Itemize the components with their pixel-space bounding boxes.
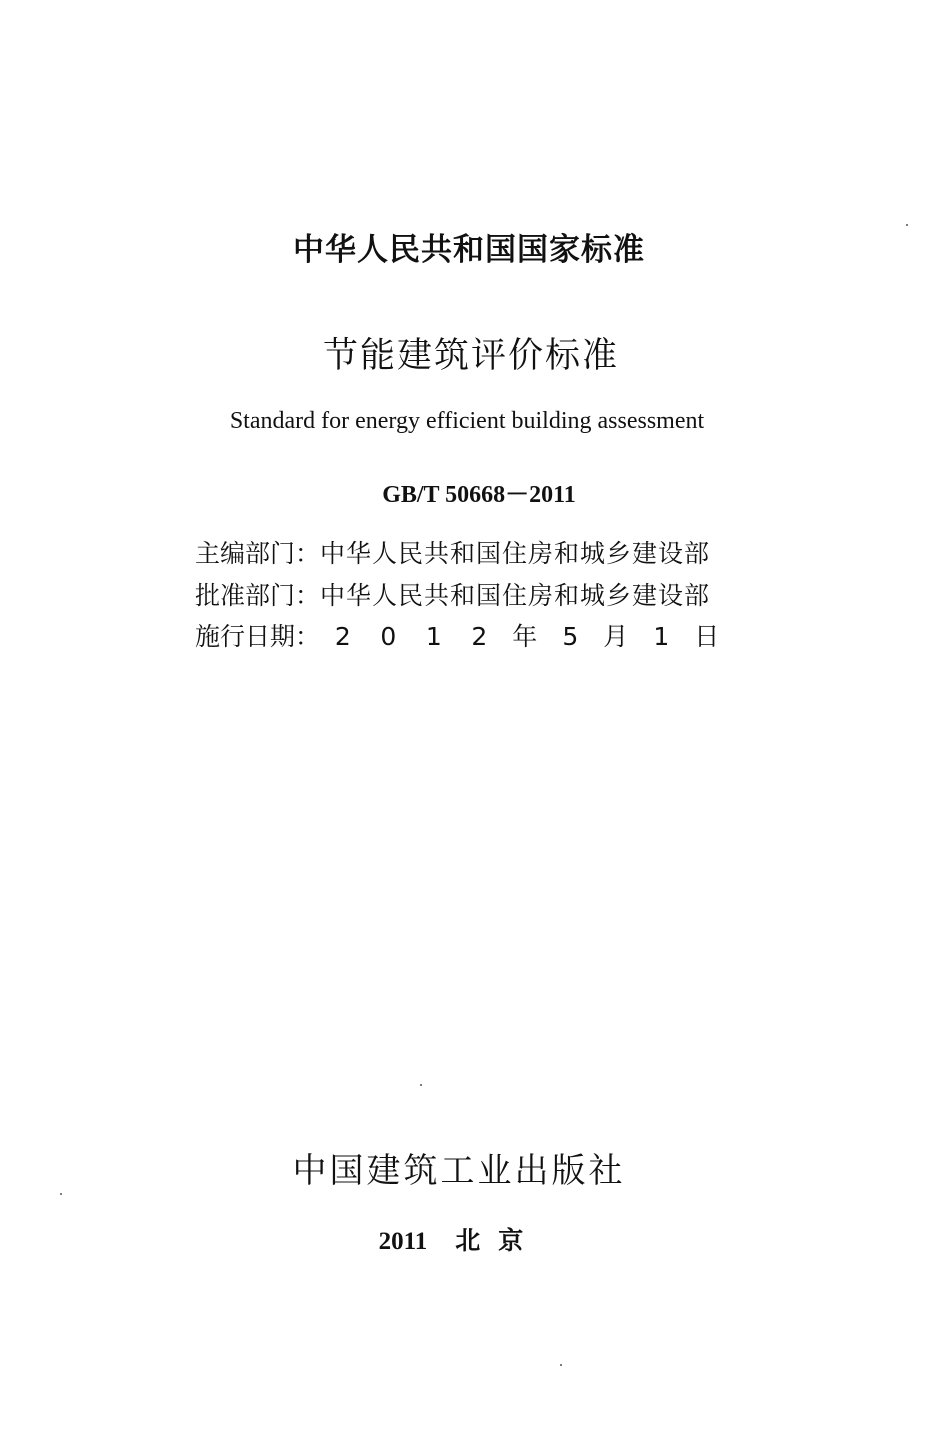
- standard-code: GB/T 50668－2011: [382, 482, 576, 508]
- date-char: 月: [603, 622, 629, 651]
- date-char: 2: [471, 622, 488, 651]
- scan-speck: [560, 1364, 562, 1366]
- publication-line: [0, 1221, 920, 1257]
- scan-speck: [420, 1084, 422, 1086]
- scan-speck: [906, 224, 908, 226]
- date-char: 1: [425, 622, 442, 651]
- date-char: 年: [512, 622, 538, 651]
- editor-label: 主编部门：: [195, 539, 321, 568]
- date-char: 2: [334, 622, 351, 651]
- publication-year: 2011: [378, 1228, 428, 1255]
- english-title: Standard for energy efficient building assessment: [229, 408, 705, 434]
- approver-value: 中华人民共和国住房和城乡建设部: [320, 581, 711, 610]
- scan-speck: [60, 1193, 62, 1195]
- editor-value: 中华人民共和国住房和城乡建设部: [320, 539, 711, 568]
- date-char: 0: [380, 622, 397, 651]
- editor-line: [195, 537, 710, 571]
- date-char: 日: [694, 622, 720, 651]
- approver-label: 批准部门：: [195, 581, 321, 610]
- document-title: 节能建筑评价标准: [322, 336, 619, 376]
- publisher-name: 中国建筑工业出版社: [292, 1151, 626, 1191]
- effective-date-line: [195, 620, 730, 654]
- effective-date-value: [320, 620, 730, 654]
- series-title: 中华人民共和国国家标准: [293, 232, 645, 268]
- date-char: 1: [653, 622, 670, 651]
- effective-date-label: 施行日期：: [195, 622, 321, 651]
- publication-city: 北京: [455, 1226, 542, 1255]
- date-char: 5: [562, 622, 579, 651]
- approver-line: [195, 579, 710, 613]
